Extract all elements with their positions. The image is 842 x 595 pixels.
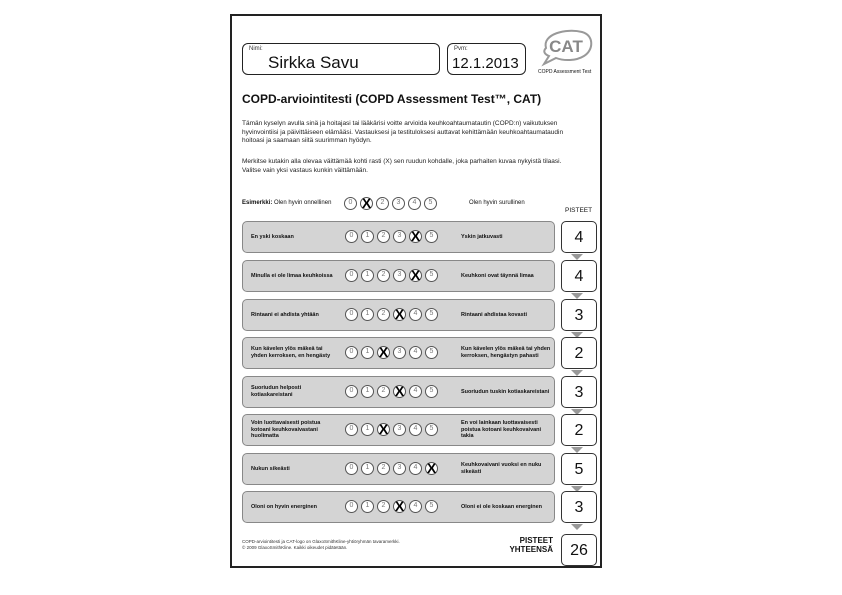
question-3-option-4[interactable] <box>409 308 422 321</box>
option-number: 0 <box>349 387 354 394</box>
question-right-label: Keuhkoni ovat täynnä limaa <box>461 272 534 279</box>
score-box[interactable]: 3 <box>561 491 597 523</box>
example-option-5[interactable] <box>424 197 437 210</box>
option-number: 5 <box>429 348 434 355</box>
question-3-option-1[interactable] <box>361 308 374 321</box>
option-number: 3 <box>397 232 402 239</box>
score-box[interactable]: 3 <box>561 299 597 331</box>
option-number: 4 <box>413 348 418 355</box>
name-label: Nimi: <box>249 46 263 52</box>
option-number: 0 <box>348 199 353 206</box>
option-number: 4 <box>412 199 417 206</box>
option-number: 2 <box>381 502 386 509</box>
question-8-option-0[interactable] <box>345 500 358 513</box>
question-left-label: En yski koskaan <box>251 233 294 240</box>
option-number: 2 <box>381 310 386 317</box>
date-value: 12.1.2013 <box>452 55 519 72</box>
option-number: 1 <box>365 348 370 355</box>
question-8-option-4[interactable] <box>409 500 422 513</box>
option-number: 1 <box>365 425 370 432</box>
footer-text: COPD-arviointitesti ja CAT-logo on GlaxoSmithKline-yhtiöryhmän tavaramerkki. © 2009 GlaxoSmithKline. Kaikki oikeudet pidätetään. <box>242 539 400 550</box>
score-box[interactable]: 5 <box>561 453 597 485</box>
intro-text: Tämän kyselyn avulla sinä ja hoitajasi tai lääkärisi voitte arvioida keuhkoahtaumatautin (COPD:n) vaikutuksen hyvinvointiisi ja päivittäiseen elämääsi. Vastauksesi ja testituloksesi auttavat kehittämään keuhkoahtaumataudin hoitoasi ja saamaan siitä suurimman hyödyn. <box>242 120 564 144</box>
score-box[interactable]: 3 <box>561 376 597 408</box>
question-7-option-4[interactable] <box>409 462 422 475</box>
question-1-option-4[interactable] <box>409 230 422 243</box>
question-row <box>242 453 555 485</box>
question-2-option-1[interactable] <box>361 269 374 282</box>
option-number: 2 <box>381 232 386 239</box>
question-7-option-0[interactable] <box>345 462 358 475</box>
example-row <box>242 197 542 211</box>
score-box[interactable]: 4 <box>561 221 597 253</box>
question-6-option-3[interactable] <box>393 423 406 436</box>
name-value: Sirkka Savu <box>268 53 359 72</box>
total-score-box[interactable]: 26 <box>561 534 597 566</box>
question-left-label: Suoriudun helposti kotiaskareistani <box>251 385 302 398</box>
question-4-option-0[interactable] <box>345 346 358 359</box>
option-number: 4 <box>413 502 418 509</box>
question-1-option-5[interactable] <box>425 230 438 243</box>
question-3-option-3[interactable] <box>393 308 406 321</box>
option-number: 1 <box>365 310 370 317</box>
example-option-0[interactable] <box>344 197 357 210</box>
question-2-option-0[interactable] <box>345 269 358 282</box>
option-number: 1 <box>365 464 370 471</box>
option-number: 2 <box>381 271 386 278</box>
score-column-header: PISTEET <box>565 207 593 214</box>
question-6-option-0[interactable] <box>345 423 358 436</box>
question-6-option-1[interactable] <box>361 423 374 436</box>
option-number: 3 <box>396 199 401 206</box>
date-label: Pvm: <box>454 46 468 52</box>
question-5-option-3[interactable] <box>393 385 406 398</box>
option-number: 0 <box>349 232 354 239</box>
option-number: 3 <box>397 271 402 278</box>
question-3-option-2[interactable] <box>377 308 390 321</box>
question-scale <box>345 462 441 480</box>
question-scale <box>345 230 441 248</box>
x-mark: X <box>378 344 389 360</box>
score-box[interactable]: 2 <box>561 414 597 446</box>
question-6-option-4[interactable] <box>409 423 422 436</box>
option-number: 3 <box>397 425 402 432</box>
x-mark: X <box>394 383 405 399</box>
question-1-option-0[interactable] <box>345 230 358 243</box>
option-number: 4 <box>413 387 418 394</box>
example-right-label: Olen hyvin surullinen <box>469 200 525 206</box>
option-number: 5 <box>429 271 434 278</box>
question-4-option-2[interactable] <box>377 346 390 359</box>
option-number: 2 <box>381 387 386 394</box>
question-4-option-5[interactable] <box>425 346 438 359</box>
option-number: 5 <box>428 199 433 206</box>
option-number: 1 <box>365 387 370 394</box>
option-number: 4 <box>413 425 418 432</box>
question-7-option-1[interactable] <box>361 462 374 475</box>
question-2-option-2[interactable] <box>377 269 390 282</box>
question-1-option-1[interactable] <box>361 230 374 243</box>
option-number: 5 <box>429 387 434 394</box>
name-field[interactable] <box>242 43 440 75</box>
example-option-1[interactable] <box>360 197 373 210</box>
question-scale <box>345 308 441 326</box>
question-row <box>242 260 555 292</box>
question-7-option-2[interactable] <box>377 462 390 475</box>
question-left-label: Rintaani ei ahdista yhtään <box>251 311 319 318</box>
instructions-text: Merkitse kutakin alla olevaa väittämää kohti rasti (X) sen ruudun kohdalle, joka parhaiten kuvaa nykyistä tilaasi. Valitse vain yksi vastaus kunkin väittämään. <box>242 158 562 174</box>
cat-logo <box>536 26 596 76</box>
question-row <box>242 491 555 523</box>
question-6-option-2[interactable] <box>377 423 390 436</box>
question-7-option-3[interactable] <box>393 462 406 475</box>
example-label: Esimerkki: Olen hyvin onnellinen <box>242 200 332 206</box>
option-number: 3 <box>397 348 402 355</box>
cat-form-page <box>230 14 602 568</box>
x-mark: X <box>394 498 405 514</box>
question-scale <box>345 346 441 364</box>
question-right-label: En voi lainkaan luottavaisesti poistua kotoani keuhkovaivani takia <box>461 419 542 440</box>
question-3-option-5[interactable] <box>425 308 438 321</box>
option-number: 5 <box>429 232 434 239</box>
option-number: 1 <box>365 502 370 509</box>
question-4-option-1[interactable] <box>361 346 374 359</box>
question-left-label: Kun kävelen ylös mäkeä tai yhden kerroksen, en hengästy <box>251 346 331 359</box>
question-2-option-5[interactable] <box>425 269 438 282</box>
example-option-3[interactable] <box>392 197 405 210</box>
score-box[interactable]: 2 <box>561 337 597 369</box>
x-mark: X <box>361 195 372 211</box>
question-7-option-5[interactable] <box>425 462 438 475</box>
question-4-option-4[interactable] <box>409 346 422 359</box>
question-scale <box>345 385 441 403</box>
question-5-option-4[interactable] <box>409 385 422 398</box>
question-left-label: Oloni on hyvin energinen <box>251 503 318 510</box>
option-number: 1 <box>365 232 370 239</box>
question-right-label: Suoriudun tuskin kotiaskareistani <box>461 388 550 395</box>
question-left-label: Nukun sikeästi <box>251 465 290 472</box>
question-right-label: Kun kävelen ylös mäkeä tai yhden kerroksen, hengästyn pahasti <box>461 346 551 359</box>
question-8-option-2[interactable] <box>377 500 390 513</box>
down-arrow-icon <box>571 524 583 530</box>
x-mark: X <box>410 267 421 283</box>
example-scale <box>344 197 440 210</box>
option-number: 5 <box>429 502 434 509</box>
option-number: 0 <box>349 310 354 317</box>
question-scale <box>345 269 441 287</box>
option-number: 3 <box>397 464 402 471</box>
option-number: 0 <box>349 271 354 278</box>
question-3-option-0[interactable] <box>345 308 358 321</box>
option-number: 0 <box>349 464 354 471</box>
option-number: 1 <box>365 271 370 278</box>
question-row <box>242 337 555 369</box>
x-mark: X <box>378 421 389 437</box>
question-right-label: Rintaani ahdistaa kovasti <box>461 311 528 318</box>
option-number: 4 <box>413 310 418 317</box>
option-number: 5 <box>429 425 434 432</box>
question-right-label: Oloni ei ole koskaan energinen <box>461 503 542 510</box>
option-number: 2 <box>381 464 386 471</box>
x-mark: X <box>394 306 405 322</box>
example-option-4[interactable] <box>408 197 421 210</box>
question-scale <box>345 423 441 441</box>
option-number: 2 <box>380 199 385 206</box>
question-1-option-3[interactable] <box>393 230 406 243</box>
question-6-option-5[interactable] <box>425 423 438 436</box>
question-8-option-5[interactable] <box>425 500 438 513</box>
x-mark: X <box>410 228 421 244</box>
question-5-option-1[interactable] <box>361 385 374 398</box>
logo-subtitle: COPD Assessment Test <box>538 69 592 75</box>
question-right-label: Keuhkovaivani vuoksi en nuku sikeästi <box>461 462 542 475</box>
question-1-option-2[interactable] <box>377 230 390 243</box>
option-number: 0 <box>349 348 354 355</box>
question-5-option-5[interactable] <box>425 385 438 398</box>
question-row <box>242 376 555 408</box>
score-box[interactable]: 4 <box>561 260 597 292</box>
question-left-label: Minulla ei ole limaa keuhkoissa <box>251 272 333 279</box>
logo-text: CAT <box>549 37 583 56</box>
question-scale <box>345 500 441 518</box>
date-field[interactable] <box>447 43 526 75</box>
option-number: 4 <box>413 464 418 471</box>
question-row <box>242 221 555 253</box>
x-mark: X <box>426 460 437 476</box>
total-label: PISTEET YHTEENSÄ <box>509 536 553 554</box>
question-5-option-2[interactable] <box>377 385 390 398</box>
question-2-option-3[interactable] <box>393 269 406 282</box>
question-8-option-1[interactable] <box>361 500 374 513</box>
form-title: COPD-arviointitesti (COPD Assessment Test™, CAT) <box>242 92 542 106</box>
example-option-2[interactable] <box>376 197 389 210</box>
question-4-option-3[interactable] <box>393 346 406 359</box>
question-left-label: Voin luottavaisesti poistua kotoani keuhkovaivastani huolimatta <box>251 419 321 440</box>
question-2-option-4[interactable] <box>409 269 422 282</box>
question-row <box>242 414 555 446</box>
question-right-label: Yskin jatkuvasti <box>461 233 503 240</box>
question-row <box>242 299 555 331</box>
option-number: 0 <box>349 502 354 509</box>
option-number: 5 <box>429 310 434 317</box>
question-5-option-0[interactable] <box>345 385 358 398</box>
option-number: 0 <box>349 425 354 432</box>
question-8-option-3[interactable] <box>393 500 406 513</box>
